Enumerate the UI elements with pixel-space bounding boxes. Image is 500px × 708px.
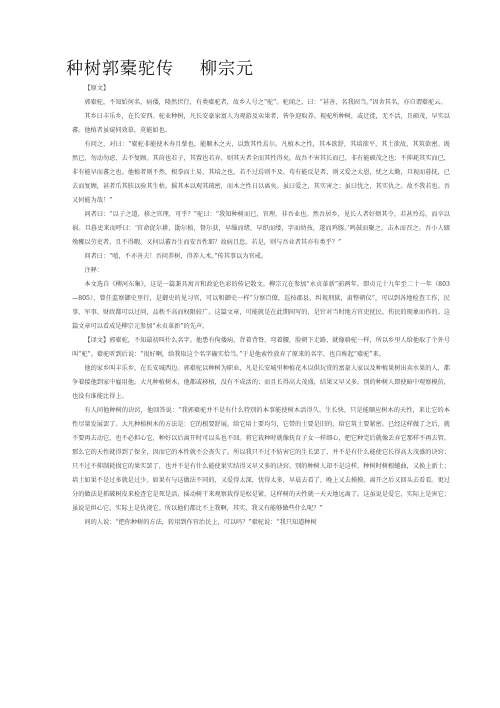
paragraph: 他的家乡叫丰乐乡，在长安城西边。郭橐驼以种树为职业，凡是长安城里种植花木以供玩赏的富豪人家以及种植果树出卖水果的人，都争着接他到家中雇用他。大凡种植树木，他都或移植，没有不成活的；而且长得高大茂盛，结果又早又多。别的种树人即使暗中观察模仿，也没有谁能比得上。 <box>72 365 450 400</box>
paragraph: 有问之，对曰：“橐驼非能使木寿且孳也，能顺木之天，以致其性焉尔。凡植木之性，其本欲舒，其培欲平，其土欲故，其筑欲密。既然已，勿动勿虑，去不复顾。其莳也若子，其置也若弃，则其天者全而其性得矣。故吾不害其长而已，非有能硕茂之也；不抑耗其实而已，非有能早而蕃之也。他植者则不然，根拳而土易，其培之也，若不过焉则不及。苟有能反是者，则又爱之太恩，忧之太勤，旦视而暮抚，已去而复顾，甚者爪其肤以验其生枯，摇其本以观其疏密，而木之性日以离矣。虽曰爱之，其实害之；虽曰忧之，其实仇之。故不我若也。吾又何能为哉！” <box>72 141 450 204</box>
document-body <box>72 82 450 530</box>
title-text: 种树郭橐驼传 <box>66 59 174 79</box>
paragraph: 有人问他种树的诀窍，他回答说：“我郭橐驼并不是有什么特别的本事能使树木活得久、生长快，只是能顺应树木的天性，来让它的本性尽量发展罢了。大凡种植树木的方法是：它的根要舒展，给它培土要均匀，它带的土要是旧的，给它筑土要紧密。已经这样做了之后，就不要再去动它，也不必担心它，种好以后离开时可以头也不回。将它栽种时就像抚育子女一样细心，把它种完后就像丢弃它那样不再去管。那么它的天性就得到了保全，因而它的本性就不会丧失了。所以我只不过不妨害它的生长罢了，并不是有什么能使它长得高大茂盛的诀窍；只不过不抑制耗损它的果实罢了，也并不是有什么能使果实结得又早又多的诀窍。别的种树人却不是这样，种树时树根蜷曲，又换上新土；培土如果不是过多就是过少。如果有与这做法不同的，又爱得太深，忧得太多，早晨去看了，晚上又去摸摸，离开之后又回头去看看。更过分的做法是抓破树皮来检查它是死是活，摇动树干来观察栽得是松是紧，这样树的天性就一天天地远离了。这虽说是爱它，实际上是害它；虽说是担心它，实际上是仇视它。所以他们都比不上我啊，其实，我又有能够做些什么呢？” <box>72 407 450 512</box>
author-name: 柳宗元 <box>200 59 254 79</box>
document-title <box>66 54 254 79</box>
paragraph: 郭橐驼，不知始何名，病偻，隆然伏行，有类橐驼者，故乡人号之“驼”。驼闻之，曰：“甚善，名我固当。”因舍其名，亦自谓橐驼云。 <box>84 99 447 106</box>
paragraph: 问者曰：“以子之道，移之官理，可乎？”驼曰：“我知种树而已，官理，非吾业也。然吾居乡，见长人者好烦其令，若甚怜焉，而卒以祸。旦暮吏来而呼曰：‘官命促尔耕，勖尔植，督尔获，早缫而绪，早织而缕，字而幼孩，遂而鸡豚。’鸣鼓而聚之，击木而召之。吾小人辍飧饔以劳吏者，且不得暇，又何以蕃吾生而安吾性耶？故病且怠。若是，则与吾业者其亦有类乎？” <box>72 211 450 246</box>
paragraph: 问者曰：“嘻，不亦善夫！吾问养树，得养人术。”传其事以为官戒。 <box>84 253 268 260</box>
section-heading-notes: 注释： <box>84 267 103 274</box>
paragraph: 其乡曰丰乐乡，在长安西。驼业种树，凡长安豪家富人为观游及卖果者，皆争迎取养。视驼所种树，或迁徙，无不活，且硕茂，早实以蕃。他植者虽窥伺效慕，莫能如也。 <box>72 113 450 134</box>
paragraph: 问的人说：“把你种树的方法，转用到作官治民上，可以吗？”橐驼说：“我只知道种树 <box>84 519 317 526</box>
paragraph: 本文选自《柳河东集》，这是一篇兼具寓言和政论色彩的传记散文。柳宗元在参加“永贞革新”前两年，即贞元十九年至二十一年（803—805），曾任监察御史里行，是御史的见习官，可以和御史一样“分察百僚，巡按郡县，纠视刑狱，肃整朝仪”，可以到各地检查工作，民事、军事、财政都可以过问，品秩不高而权限较广。这篇文章，可能就是在此期间写的，是针对当时地方官吏扰民、伤民的现象而作的。这篇文章可以看成是柳宗元参加“永贞革新”的先声。 <box>72 281 450 330</box>
paragraph: 【译文】郭橐驼，不知最初叫什么名字。他患有佝偻病，背着背脊，弯着腰，脸朝下走路，就像骆驼一样，所以乡里人给他取了个外号叫“驼”。橐驼听到后说：“很好啊，给我取这个名字确实恰当。”于是他索性放弃了原来的名字，也自称起“橐驼”来。 <box>72 337 450 358</box>
section-heading-original: 【原文】 <box>84 85 110 92</box>
